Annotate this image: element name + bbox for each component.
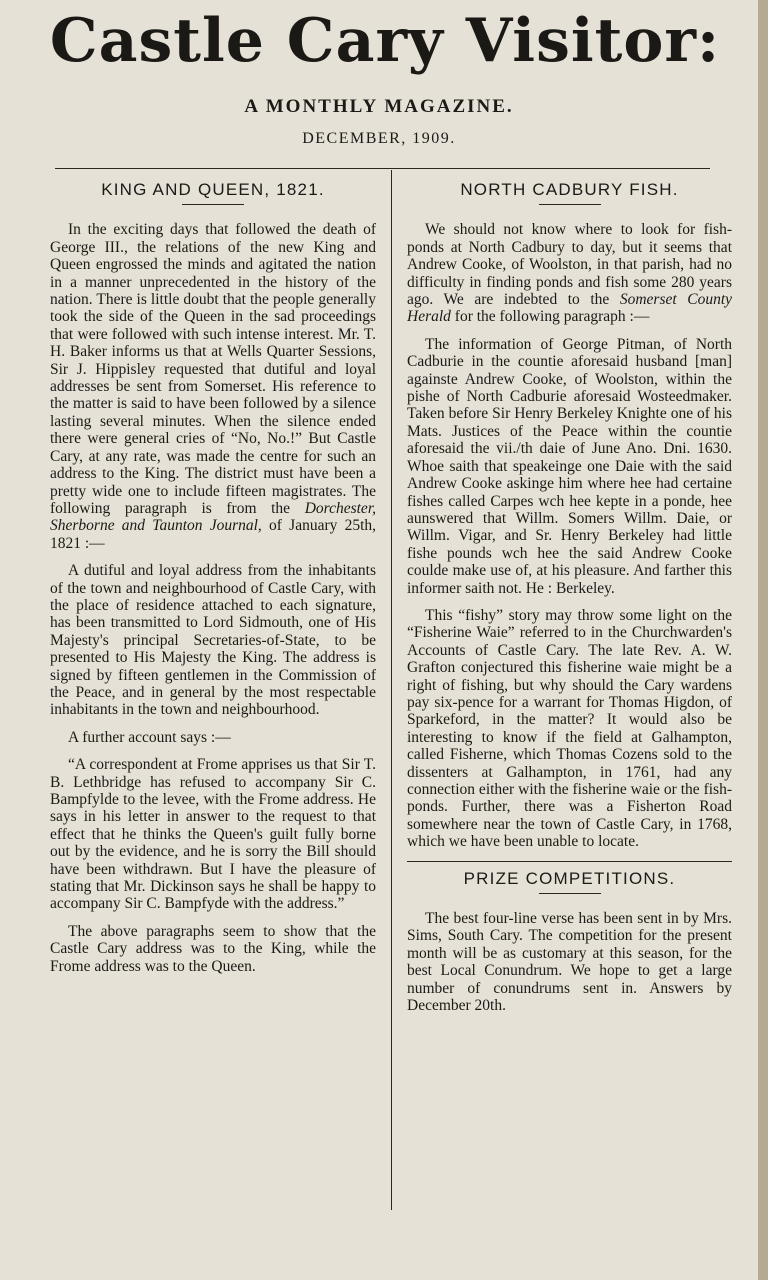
newspaper-title: Somerset County Herald: [407, 291, 733, 326]
article-paragraph: A further account says :—: [68, 728, 231, 746]
paragraph-text: In the exciting days that followed the death of George III., the relations of the new King and Queen engrossed the minds and agitated the nation in a manner unprecedented in the history of the nation. There is little doubt that the people generally took the side of the Queen in the sad proceedings that were followed with such intense interest. Mr. T. H. Baker informs us that at Wells Quarter Sessions, Sir J. Hippisley requested that dutiful and loyal addresses be sent from Somerset. His reference to the matter is said to have been followed by a silence lasting several minutes. When the silence ended there were general cries of “No, No.!” But Castle Cary, at any rate, was made the centre for such an address to the King. The district must have been a pretty wide one to include fifteen magistrates. The following paragraph is from the: [50, 221, 376, 517]
magazine-title: Castle Cary Visitor:: [49, 6, 721, 76]
right-column: [407, 175, 732, 1024]
heading-rule: [539, 204, 601, 205]
article-paragraph: The best four-line verse has been sent in by Mrs. Sims, South Cary. The competition for the present month will be as customary at this season, for the best Local Conundrum. We hope to get a large number of conundrums sent in. Answers by December 20th.: [407, 910, 732, 1015]
article-paragraph: [407, 221, 732, 325]
issue-date: DECEMBER, 1909.: [302, 130, 456, 147]
paragraph-text: of January 25th, 1821 :—: [50, 517, 377, 552]
column-divider: [391, 170, 392, 1210]
page-edge: [758, 0, 768, 1280]
masthead-rule: [55, 168, 710, 169]
article-paragraph: This “fishy” story may throw some light on the “Fisherine Waie” referred to in the Churchwarden's Accounts of Castle Cary. The late Rev. A. W. Grafton conjectured this fisherine waie might be a right of fishing, but why should the Cary wardens pay six-pence for a warrant for Thomas Higdon, of Sparkeford, in the matter? It would also be interesting to know if the field at Galhampton, called Fisherne, which Thomas Cozens sold to the dissenters at Galhampton, in 1761, had any connection either with the fisherine waie or the fish-ponds. Further, there was a Fisherton Road somewhere near the town of Castle Cary, in 1768, which we have been unable to locate.: [407, 606, 732, 851]
article-paragraph: “A correspondent at Frome apprises us that Sir T. B. Lethbridge has refused to accompany Sir C. Bampfylde to the levee, with the Frome address. He says in his letter in answer to the request to that effect that he thinks the Queen's guilt fully borne out by the evidence, and he is sorry the Bill should have been withdrawn. But I have the pleasure of stating that Mr. Dickinson says he shall be happy to accompany Sir C. Bampfyde with the address.”: [50, 756, 376, 913]
magazine-subtitle: A MONTHLY MAGAZINE.: [244, 96, 514, 117]
article-paragraph: The above paragraphs seem to show that the Castle Cary address was to the King, while the Frome address was to the Queen.: [50, 922, 376, 975]
paragraph-text: for the following paragraph :—: [454, 308, 650, 326]
left-column: [50, 175, 376, 985]
article-paragraph: A dutiful and loyal address from the inhabitants of the town and neighbourhood of Castle Cary, with the place of residence attached to each signature, has been transmitted to Lord Sidmouth, one of His Majesty's principal Secretaries-of-State, to be presented to His Majesty the King. The address is signed by fifteen gentlemen in the Commission of the Peace, and in general by the most respectable inhabitants in the town and neighbourhood.: [50, 562, 376, 719]
heading-rule: [182, 204, 244, 205]
section-rule: [407, 861, 732, 862]
article-heading-prize-competitions: PRIZE COMPETITIONS.: [463, 868, 676, 888]
newspaper-title: Dorchester, Sherborne and Taunton Journal,: [50, 499, 377, 535]
article-heading-north-cadbury-fish: NORTH CADBURY FISH.: [460, 180, 679, 199]
article-paragraph: [50, 221, 376, 552]
article-paragraph: The information of George Pitman, of North Cadburie in the countie aforesaid husband [man] againste Andrew Cooke, of Woolston, within the pishe of North Cadburie aforesaid Wosteedmaker. Taken before Sir Henry Berkeley Knighte one of his Mats. Justices of the Peace within the countie aforesaid the vii./th daie of June Ano. Dni. 1630. Whoe saith that speakeinge one Daie with the said Andrew Cooke askinge him where hee had certaine fishes called Carpes wch hee kepte in a ponde, hee aunswered that Willm. Somers Willm. Daie, or Willm. Vigar, and Sr. Henry Berkeley had little fishe pounds wch hee the said Andrew Cooke coulde make use of, at his pleasure. And farther this informer saith not. He : Berkeley.: [407, 335, 732, 597]
heading-rule: [539, 893, 601, 894]
article-heading-king-and-queen: KING AND QUEEN, 1821.: [101, 180, 325, 199]
paragraph-text: We should not know where to look for fish-ponds at North Cadbury to day, but it seems that Andrew Cooke, of Woolston, in that parish, had no difficulty in finding ponds and fish some 280 years ago. We are indebted to the: [407, 221, 732, 309]
